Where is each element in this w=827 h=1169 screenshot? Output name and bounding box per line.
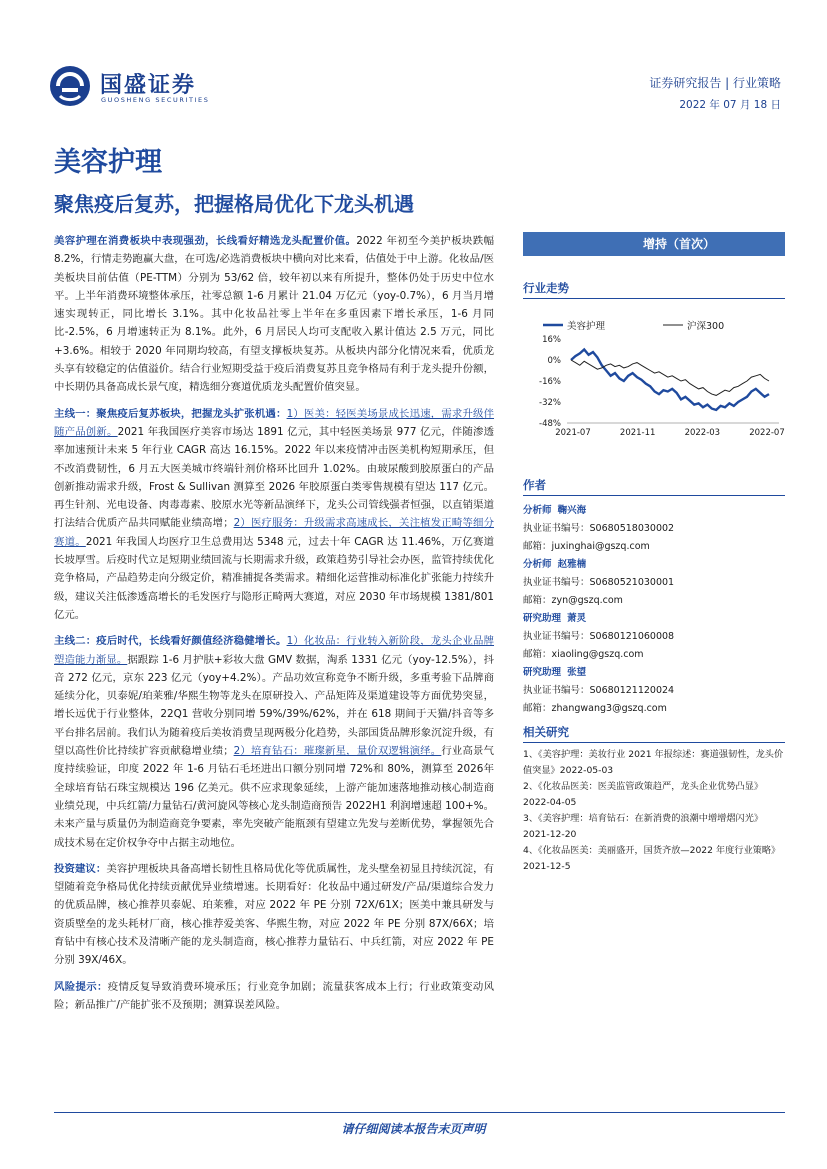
- mainline-two-cosmetics: 1）化妆品：行业转入新阶段，龙头企业品牌塑造能力渐显。: [54, 635, 495, 666]
- mainline-one-medical-beauty: 1）医美：轻医美场景成长迅速，需求升级伴随产品创新。: [54, 407, 495, 438]
- mainline-one-text-2: 2021 年我国人均医疗卫生总费用达 5348 元，过去十年 CAGR 达 11.46%，万亿赛道长坡厚雪。后疫时代立足短期业绩回流与长期需求升级，政策趋势引导社会办医，监管持续优化竞争格局，产品趋势走向分级定价，精准捕捉各类需求。精细化运营推动标准化扩张能力持续升级，建议关注低渗透高增长的毛发医疗与隐形正畸两大赛道，对应 2030 年市场规模 1381/801 亿元。: [54, 535, 495, 621]
- author-name: 赵雅楠: [557, 559, 587, 570]
- author-cert: 执业证书编号：S0680121120024: [523, 685, 675, 696]
- author-email[interactable]: 邮箱：xiaoling@gszq.com: [523, 649, 644, 660]
- main-body: [54, 232, 494, 1022]
- author-role-line: [523, 664, 785, 682]
- author-role: 分析师: [523, 559, 552, 570]
- summary-lead: 美容护理在消费板块中表现强劲，长线看好精选龙头配置价值。: [54, 235, 357, 247]
- mainline-one-text-1: 2021 年我国医疗美容市场达 1891 亿元，其中轻医美场景 977 亿元，伴随渗透率加速预计未来 5 年行业 CAGR 高达 16.15%。2022 年以来疫情冲击医美机构短期承压，但不改消费韧性，6 月五大医美城市终端针剂价格环比回升 1.02%。由玻尿酸到胶原蛋白的产品创新推动需求升级，Frost & Sullivan 测算至 2026 年胶原蛋白类零售规模有望达 117 亿元。再生针剂、光电设备、肉毒毒素、胶原水光等新品演绎下，龙头公司管线强者恒强，以直销渠道打法结合优质产品共同赋能业绩高增；: [54, 425, 495, 530]
- paragraph-risk: [54, 978, 494, 1015]
- sector-title: 美容护理: [54, 147, 162, 178]
- footer-disclaimer: 请仔细阅读本报告末页声明: [341, 1122, 486, 1136]
- x-tick-label: 2022-03: [684, 428, 721, 438]
- series-line-beauty: [571, 350, 769, 410]
- report-date: 2022 年 07 月 18 日: [679, 99, 781, 111]
- paragraph-summary: [54, 232, 494, 397]
- trend-title: 行业走势: [523, 280, 785, 299]
- author-email[interactable]: 邮箱：zyn@gszq.com: [523, 595, 623, 606]
- mainline-two-lead: 主线二：疫后时代，长线看好颜值经济稳健增长。: [54, 635, 287, 648]
- rating-badge: 增持（首次）: [523, 232, 785, 256]
- author-name: 鞠兴海: [557, 505, 587, 516]
- author-cert: 执业证书编号：S0680521030001: [523, 577, 675, 588]
- brand-name-en: GUOSHENG SECURITIES: [101, 96, 210, 104]
- author-entry: [523, 556, 785, 610]
- sidebar: [523, 232, 785, 875]
- author-cert: 执业证书编号：S0680121060008: [523, 631, 675, 642]
- footer-divider: [54, 1112, 785, 1113]
- related-item[interactable]: 1、《美容护理：美妆行业 2021 年报综述：赛道强韧性，龙头价值突显》2022-05-03: [523, 749, 784, 776]
- author-list: [523, 502, 785, 718]
- paragraph-mainline-two: [54, 632, 494, 852]
- document-type: 证券研究报告 | 行业策略: [649, 76, 781, 90]
- investment-lead: 投资建议：: [54, 862, 107, 875]
- author-role: 分析师: [523, 505, 552, 516]
- author-email[interactable]: 邮箱：juxinghai@gszq.com: [523, 541, 650, 552]
- mainline-two-lab-diamond: 2）培育钻石：璀璨新星，量价双逻辑演绎。: [233, 745, 442, 758]
- legend-label-csi300: 沪深300: [687, 321, 725, 332]
- x-tick-label: 2021-11: [619, 428, 656, 438]
- brand-logo: [48, 64, 228, 108]
- author-role-line: [523, 610, 785, 628]
- author-role-line: [523, 556, 785, 574]
- legend-label-beauty: 美容护理: [567, 321, 606, 332]
- paragraph-investment: [54, 860, 494, 970]
- risk-lead: 风险提示：: [54, 980, 108, 993]
- brand-name-cn: 国盛证券: [100, 73, 197, 98]
- x-tick-label: 2021-07: [555, 428, 591, 438]
- mainline-two-text-1: 据跟踪 1-6 月护肤+彩妆大盘 GMV 数据，淘系 1331 亿元（yoy-12.5%），抖音 272 亿元，京东 223 亿元（yoy+4.2%）。产品功效宣称竞争不断升级，多重考验下品牌商延续分化，贝泰妮/珀莱雅/华熙生物等龙头在原研投入、产品矩阵及渠道建设等方面优势突显，增长远优于行业整体，22Q1 营收分别同增 59%/39%/62%，并在 618 期间于天猫/抖音等多平台排名居前。我们认为随着疫后美妆消费呈现两极分化趋势，头部国货品牌形象沉淀升级，有望以高性价比持续扩容贡献稳增业绩；: [54, 653, 494, 758]
- y-tick-label: 16%: [542, 335, 561, 345]
- y-tick-label: -48%: [539, 419, 561, 429]
- author-name: 张望: [567, 667, 587, 678]
- related-item[interactable]: 2、《化妆品医美：医美监管政策趋严，龙头企业优势凸显》2022-04-05: [523, 781, 764, 808]
- author-entry: [523, 664, 785, 718]
- mainline-one-medical-service: 2）医疗服务：升级需求高速成长，关注植发正畸等细分赛道。: [54, 517, 495, 548]
- related-item[interactable]: 3、《美容护理：培育钻石：在新消费的浪潮中增增熠闪光》2021-12-20: [523, 813, 764, 840]
- report-headline: 聚焦疫后复苏，把握格局优化下龙头机遇: [54, 192, 414, 216]
- mainline-two-text-2: 行业高景气度持续验证，印度 2022 年 1-6 月钻石毛坯进出口额分别同增 72%和 80%，测算至 2026年全球培育钻石珠宝规模达 196 亿美元。供不应求现象延续，上游产能加速落地推动核心制造商业绩兑现，中兵红箭/力量钻石/黄河旋风等核心龙头制造商预告 2022H1 利润增速超 100+%。未来产量与质量仍为制造商竞争要素，率先突破产能瓶颈有望建立先发与差断优势，掌握领先合成技术易在定价权争夺中占据主动地位。: [54, 745, 495, 849]
- authors-title: 作者: [523, 477, 785, 496]
- investment-text: 美容护理板块具备高增长韧性且格局优化等优质属性，龙头壁垒初显且持续沉淀，有望随着竞争格局优化持续贡献优异业绩增速。长期看好：化妆品中通过研发/产品/渠道综合发力的优质品牌，核心推荐贝泰妮、珀莱雅，对应 2022 年 PE 分别 72X/61X；医美中兼具研发与资质壁垒的龙头耗材厂商，核心推荐爱美客、华熙生物，对应 2022 年 PE 分别 87X/66X；培育钻中有核心技术及清晰产能的龙头制造商，核心推荐力量钻石、中兵红箭，对应 2022 年 PE 分别 39X/46X。: [54, 862, 495, 967]
- related-list: [523, 747, 785, 875]
- y-tick-label: -32%: [539, 398, 561, 408]
- x-tick-label: 2022-07: [749, 428, 785, 438]
- paragraph-mainline-one: [54, 405, 494, 625]
- related-title: 相关研究: [523, 724, 785, 743]
- author-role: 研究助理: [523, 613, 562, 624]
- author-entry: [523, 610, 785, 664]
- related-item[interactable]: 4、《化妆品医美：美丽盛开，国货齐放—2022 年度行业策略》2021-12-5: [523, 845, 781, 872]
- author-entry: [523, 502, 785, 556]
- summary-text: 2022 年初至今美护板块跌幅 8.2%，行情走势跑赢大盘，在可选/必选消费板块中横向对比来看，估值处于中上游。化妆品/医美板块目前估值（PE-TTM）分别为 53/62 倍，较年初以来有所提升，整体仍处于历史中位水平。上半年消费环境整体承压，社零总额 1-6 月累计 21.04 万亿元（yoy-0.7%），6 月当月增速实现转正，同比增长 3.1%。其中化妆品社零上半年在多重因素下增长承压，1-6 月同比-2.5%，6 月增速转正为 8.1%。此外，6 月居民人均可支配收入累计值达 2.5 万元，同比+3.6%。相较于 2020 年同期均较高，有望支撑板块复苏。从板块内部分化情况来看，优质龙头享有较稳定的估值溢价。结合行业短期受益于疫后消费复苏且竞争格局有利于龙头提升份额，中长期仍具备高成长景气度，精选细分赛道优质龙头配置价值突显。: [54, 235, 495, 394]
- mainline-one-lead: 主线一：聚焦疫后复苏板块，把握龙头扩张机遇：: [54, 407, 287, 420]
- guosheng-logo-icon: [48, 64, 92, 108]
- author-role-line: [523, 502, 785, 520]
- author-role: 研究助理: [523, 667, 562, 678]
- trend-chart: [523, 309, 785, 439]
- risk-text: 疫情反复导致消费环境承压；行业竞争加剧；流量获客成本上行；行业政策变动风险；新品推广/产能扩张不及预期；测算误差风险。: [54, 980, 494, 1011]
- author-name: 萧灵: [567, 613, 587, 624]
- y-tick-label: -16%: [539, 377, 561, 387]
- y-tick-label: 0%: [547, 356, 561, 366]
- author-email[interactable]: 邮箱：zhangwang3@gszq.com: [523, 703, 667, 714]
- author-cert: 执业证书编号：S0680518030002: [523, 523, 675, 534]
